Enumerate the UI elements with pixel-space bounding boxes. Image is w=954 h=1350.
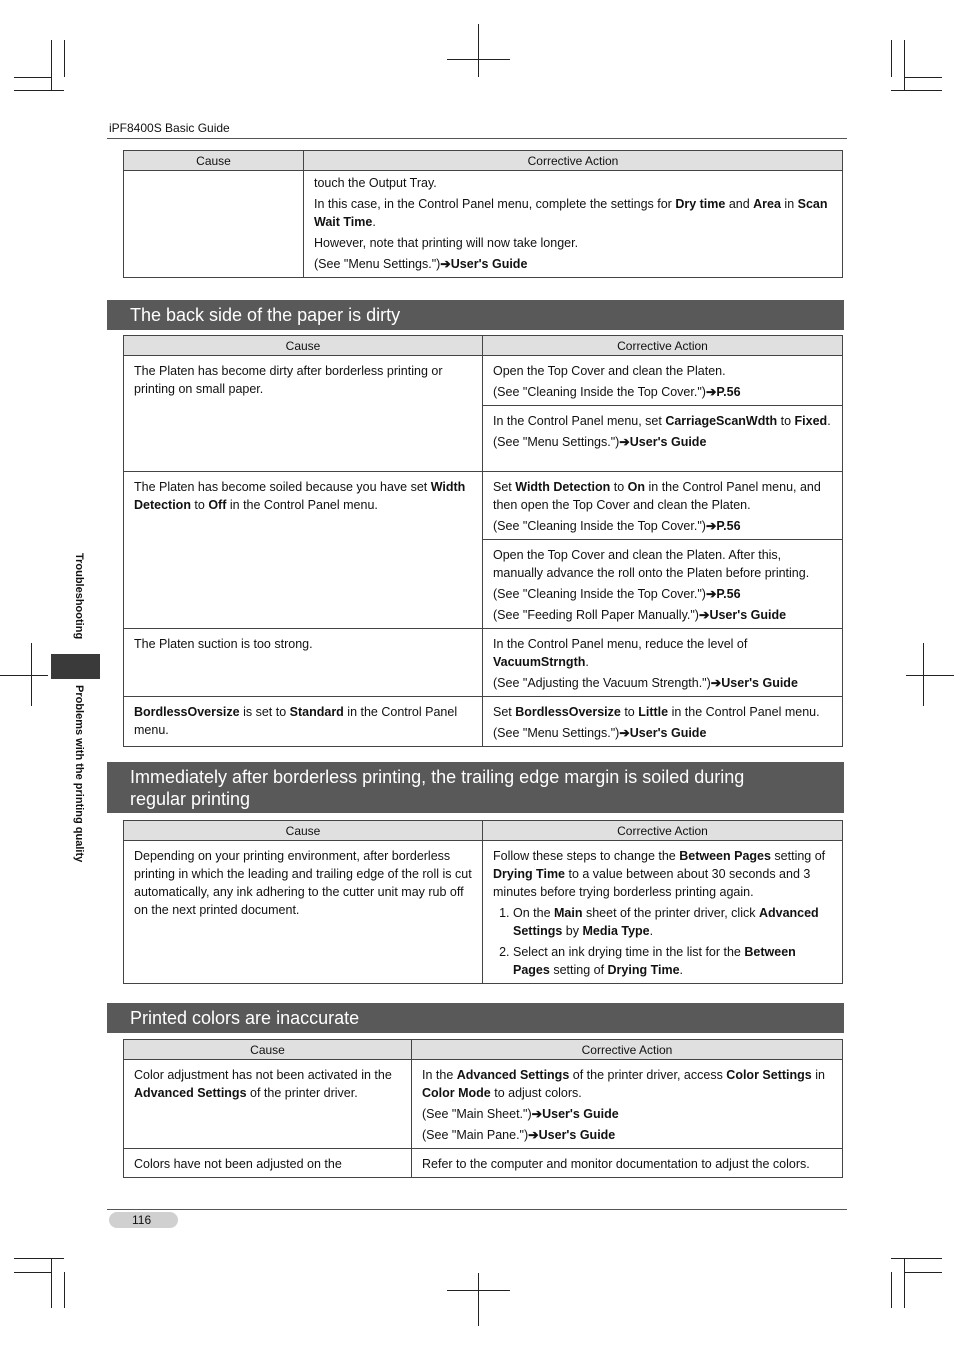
list-item: 1. On the Main sheet of the printer driver, click Advanced Settings by Media Type.	[513, 904, 833, 940]
column-header-action: Corrective Action	[304, 151, 843, 171]
table-row	[124, 472, 843, 540]
table-header-row	[124, 151, 843, 171]
arrow-icon: ➔	[619, 435, 630, 449]
action-cell	[483, 406, 843, 472]
reference-line: (See "Cleaning Inside the Top Cover.")➔P.56	[493, 587, 741, 601]
action-cell	[304, 171, 843, 278]
reference-link[interactable]: User's Guide	[629, 726, 707, 740]
table-row	[124, 1060, 843, 1149]
cause-cell: The Platen has become dirty after borderless printing or printing on small paper.	[124, 356, 483, 472]
cause-cell: The Platen suction is too strong.	[124, 629, 483, 697]
reference-line: (See "Main Pane.")➔User's Guide	[422, 1128, 616, 1142]
action-cell	[483, 472, 843, 540]
action-text: However, note that printing will now take longer.	[314, 236, 579, 250]
table-row	[124, 697, 843, 747]
trailing-edge-table	[123, 820, 843, 984]
colors-inaccurate-table	[123, 1039, 843, 1178]
reference-link[interactable]: P.56	[716, 385, 741, 399]
document-title: iPF8400S Basic Guide	[109, 121, 230, 135]
action-text: Set BordlessOversize to Little in the Control Panel menu.	[493, 705, 820, 719]
reference-line: (See "Cleaning Inside the Top Cover.")➔P.56	[493, 519, 741, 533]
reference-line: (See "Adjusting the Vacuum Strength.")➔User's Guide	[493, 676, 798, 690]
action-cell: Refer to the computer and monitor documentation to adjust the colors.	[412, 1149, 843, 1178]
list-item: 2. Select an ink drying time in the list for the Between Pages setting of Drying Time.	[513, 943, 833, 979]
arrow-icon: ➔	[705, 519, 717, 533]
reference-link[interactable]: User's Guide	[450, 257, 528, 271]
cause-cell: Depending on your printing environment, after borderless printing in which the leading and trailing edge of the roll is cut automatically, any ink adhering to the cutter unit may rub off on the next printed document.	[124, 841, 483, 984]
action-text: In the Control Panel menu, reduce the level of VacuumStrngth.	[493, 637, 748, 669]
column-header-cause: Cause	[124, 821, 483, 841]
side-tab-marker	[51, 654, 100, 679]
arrow-icon: ➔	[698, 608, 710, 622]
header-rule	[107, 138, 847, 139]
action-text: touch the Output Tray.	[314, 176, 437, 190]
reference-line: (See "Menu Settings.")➔User's Guide	[493, 435, 707, 449]
action-text: Open the Top Cover and clean the Platen.	[493, 364, 726, 378]
footer-rule	[107, 1209, 847, 1210]
reference-line: (See "Cleaning Inside the Top Cover.")➔P.56	[493, 385, 741, 399]
action-cell	[483, 540, 843, 629]
reference-link[interactable]: User's Guide	[538, 1128, 616, 1142]
table-header-row	[124, 336, 843, 356]
column-header-cause: Cause	[124, 1040, 412, 1060]
action-cell	[483, 841, 843, 984]
action-text: Set Width Detection to On in the Control Panel menu, and then open the Top Cover and clean the Platen.	[493, 480, 821, 512]
reference-link[interactable]: User's Guide	[721, 676, 798, 690]
action-cell	[412, 1060, 843, 1149]
continuation-table	[123, 150, 843, 278]
cause-cell: Colors have not been adjusted on the	[124, 1149, 412, 1178]
cause-cell: Color adjustment has not been activated in the Advanced Settings of the printer driver.	[124, 1060, 412, 1149]
reference-line: (See "Menu Settings.")➔User's Guide	[493, 726, 707, 740]
table-row	[124, 629, 843, 697]
cause-cell: The Platen has become soiled because you have set Width Detection to Off in the Control Panel menu.	[124, 472, 483, 629]
action-text: Open the Top Cover and clean the Platen. After this, manually advance the roll onto the Platen before printing.	[493, 548, 810, 580]
action-text: In this case, in the Control Panel menu, complete the settings for Dry time and Area in Scan Wait Time.	[314, 197, 828, 229]
action-cell	[483, 356, 843, 406]
reference-link[interactable]: User's Guide	[542, 1107, 619, 1121]
column-header-cause: Cause	[124, 151, 304, 171]
arrow-icon: ➔	[531, 1107, 543, 1121]
column-header-action: Corrective Action	[483, 821, 843, 841]
table-header-row	[124, 821, 843, 841]
action-cell	[483, 697, 843, 747]
arrow-icon: ➔	[440, 257, 451, 271]
section-heading: The back side of the paper is dirty	[107, 300, 844, 330]
arrow-icon: ➔	[528, 1128, 539, 1142]
steps-list	[493, 904, 833, 979]
arrow-icon: ➔	[619, 726, 630, 740]
reference-line: (See "Menu Settings.")➔User's Guide	[314, 257, 528, 271]
column-header-action: Corrective Action	[483, 336, 843, 356]
arrow-icon: ➔	[705, 385, 717, 399]
table-row	[124, 841, 843, 984]
table-row	[124, 356, 843, 406]
reference-line: (See "Feeding Roll Paper Manually.")➔User's Guide	[493, 608, 787, 622]
reference-link[interactable]: P.56	[716, 587, 741, 601]
table-row	[124, 1149, 843, 1178]
action-text: In the Advanced Settings of the printer driver, access Color Settings in Color Mode to adjust colors.	[422, 1068, 825, 1100]
action-cell	[483, 629, 843, 697]
reference-link[interactable]: User's Guide	[629, 435, 707, 449]
page-number: 116	[109, 1212, 178, 1228]
table-header-row	[124, 1040, 843, 1060]
cause-cell	[124, 171, 304, 278]
section-heading: Printed colors are inaccurate	[107, 1003, 844, 1033]
arrow-icon: ➔	[705, 587, 717, 601]
section-heading: Immediately after borderless printing, the trailing edge margin is soiled during regular printing	[107, 762, 844, 813]
back-side-dirty-table	[123, 335, 843, 747]
column-header-action: Corrective Action	[412, 1040, 843, 1060]
table-row	[124, 171, 843, 278]
reference-line: (See "Main Sheet.")➔User's Guide	[422, 1107, 619, 1121]
side-label-printing-quality: Problems with the printing quality	[73, 685, 85, 863]
arrow-icon: ➔	[710, 676, 722, 690]
action-text: In the Control Panel menu, set CarriageScanWdth to Fixed.	[493, 414, 831, 428]
reference-link[interactable]: User's Guide	[709, 608, 787, 622]
reference-link[interactable]: P.56	[716, 519, 741, 533]
cause-cell: BordlessOversize is set to Standard in the Control Panel menu.	[124, 697, 483, 747]
column-header-cause: Cause	[124, 336, 483, 356]
side-label-troubleshooting: Troubleshooting	[73, 553, 85, 640]
action-text: Follow these steps to change the Between Pages setting of Drying Time to a value between about 30 seconds and 3 minutes before trying borderless printing again.	[493, 849, 826, 899]
